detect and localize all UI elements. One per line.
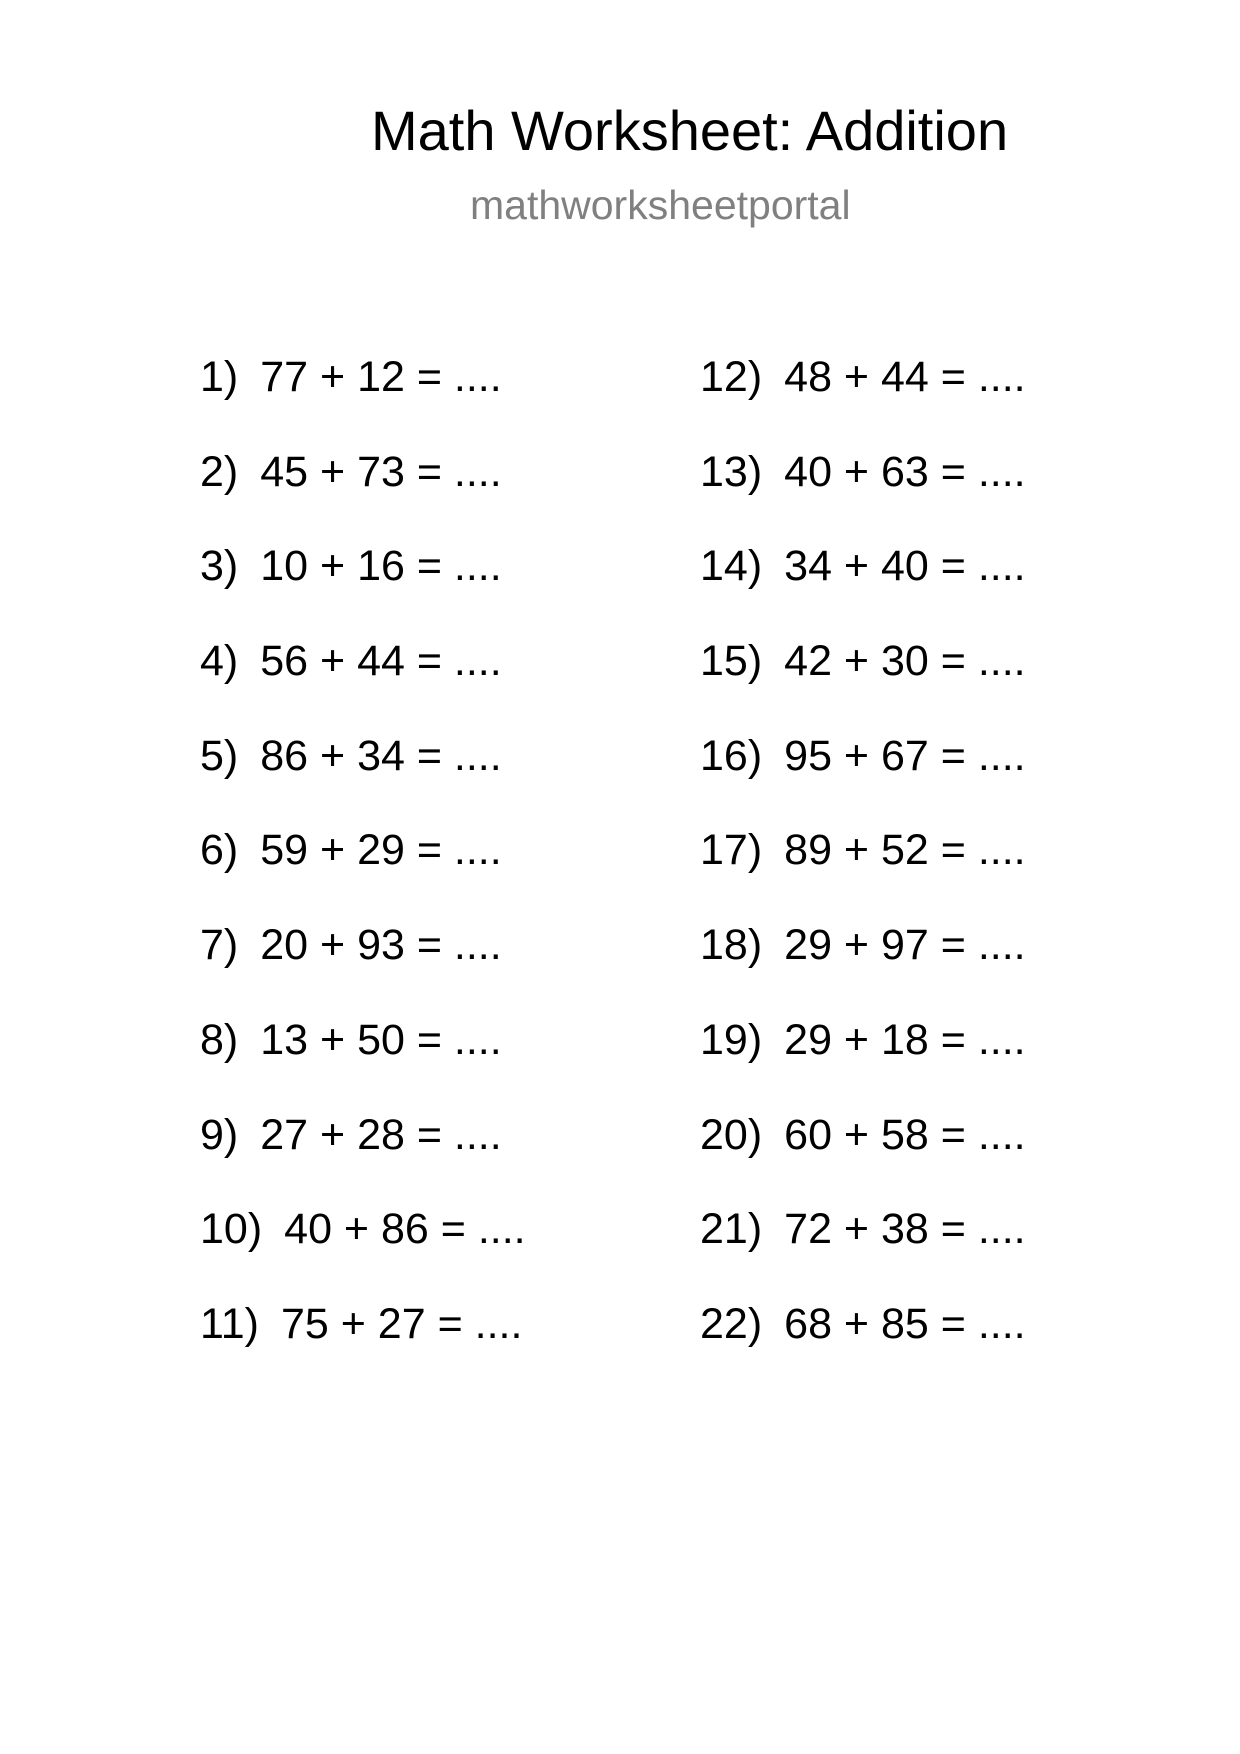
problem-number: 22) bbox=[700, 1299, 763, 1348]
problem-item bbox=[200, 920, 526, 1015]
problem-item bbox=[200, 352, 526, 447]
problem-item bbox=[700, 1110, 1026, 1205]
problems-left-column bbox=[200, 352, 526, 1394]
problem-number: 9) bbox=[200, 1110, 239, 1159]
problem-item bbox=[700, 920, 1026, 1015]
problem-expression: 75 + 27 = .... bbox=[280, 1299, 523, 1348]
problem-number: 7) bbox=[200, 921, 239, 970]
problems-right-column bbox=[700, 352, 1026, 1394]
problem-expression: 56 + 44 = .... bbox=[260, 637, 502, 686]
problem-number: 3) bbox=[200, 542, 239, 591]
problem-item bbox=[700, 541, 1026, 636]
problem-number: 11) bbox=[200, 1299, 259, 1348]
problem-expression: 29 + 18 = .... bbox=[784, 1015, 1026, 1064]
problem-expression: 29 + 97 = .... bbox=[784, 921, 1026, 970]
problem-item bbox=[200, 1015, 526, 1110]
problem-number: 5) bbox=[200, 731, 239, 780]
problem-item bbox=[200, 731, 526, 826]
problem-item bbox=[700, 825, 1026, 920]
problem-number: 15) bbox=[700, 637, 763, 686]
problem-expression: 48 + 44 = .... bbox=[784, 353, 1026, 401]
problem-number: 10) bbox=[200, 1205, 263, 1254]
problem-item bbox=[200, 636, 526, 731]
page-title: Math Worksheet: Addition bbox=[371, 99, 1009, 162]
problem-number: 12) bbox=[700, 353, 763, 401]
problem-expression: 60 + 58 = .... bbox=[784, 1110, 1026, 1159]
problem-number: 17) bbox=[700, 826, 763, 875]
problem-item bbox=[200, 1110, 526, 1205]
problem-expression: 68 + 85 = .... bbox=[784, 1299, 1026, 1348]
problem-item bbox=[200, 825, 526, 920]
problem-expression: 45 + 73 = .... bbox=[260, 447, 502, 496]
problem-expression: 95 + 67 = .... bbox=[784, 731, 1026, 780]
problem-number: 16) bbox=[700, 731, 763, 780]
problem-number: 4) bbox=[200, 637, 239, 686]
problem-item bbox=[700, 731, 1026, 826]
problem-item bbox=[200, 541, 526, 636]
problem-item bbox=[200, 447, 526, 542]
problem-expression: 86 + 34 = .... bbox=[260, 731, 502, 780]
problem-expression: 89 + 52 = .... bbox=[784, 826, 1026, 875]
problem-expression: 20 + 93 = .... bbox=[260, 921, 502, 970]
problem-number: 1) bbox=[200, 353, 239, 401]
problem-number: 8) bbox=[200, 1015, 239, 1064]
problem-expression: 10 + 16 = .... bbox=[260, 542, 502, 591]
problem-number: 13) bbox=[700, 447, 763, 496]
problem-number: 18) bbox=[700, 921, 763, 970]
problem-item bbox=[700, 447, 1026, 542]
problem-number: 14) bbox=[700, 542, 763, 591]
problem-number: 19) bbox=[700, 1015, 763, 1064]
problem-expression: 27 + 28 = .... bbox=[260, 1110, 502, 1159]
problem-expression: 42 + 30 = .... bbox=[784, 637, 1026, 686]
problem-item bbox=[700, 1015, 1026, 1110]
problem-expression: 13 + 50 = .... bbox=[260, 1015, 502, 1064]
problem-item bbox=[700, 636, 1026, 731]
problem-number: 6) bbox=[200, 826, 239, 875]
problem-expression: 34 + 40 = .... bbox=[784, 542, 1026, 591]
problem-item bbox=[200, 1299, 526, 1394]
problem-item bbox=[200, 1204, 526, 1299]
problem-number: 21) bbox=[700, 1205, 763, 1254]
problem-expression: 40 + 86 = .... bbox=[284, 1205, 526, 1254]
problem-number: 2) bbox=[200, 447, 239, 496]
problem-expression: 77 + 12 = .... bbox=[260, 353, 502, 401]
problem-item bbox=[700, 1204, 1026, 1299]
problem-item bbox=[700, 1299, 1026, 1394]
problem-item bbox=[700, 352, 1026, 447]
problem-expression: 72 + 38 = .... bbox=[784, 1205, 1026, 1254]
problem-expression: 40 + 63 = .... bbox=[784, 447, 1026, 496]
problem-number: 20) bbox=[700, 1110, 763, 1159]
page-subtitle: mathworksheetportal bbox=[470, 182, 851, 228]
problem-expression: 59 + 29 = .... bbox=[260, 826, 502, 875]
